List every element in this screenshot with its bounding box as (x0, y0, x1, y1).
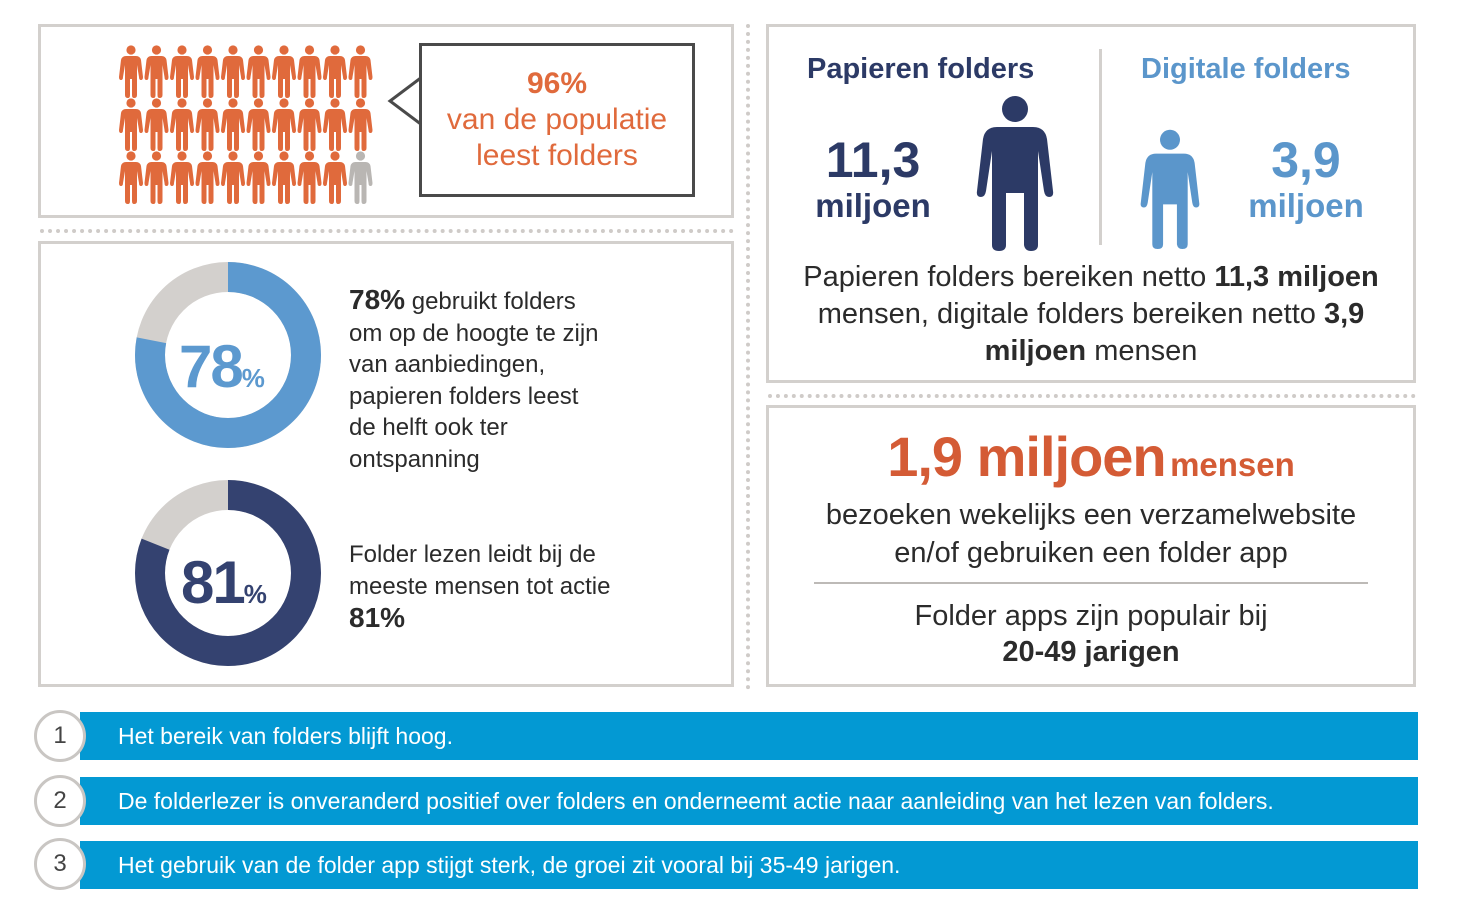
weekly-number: 1,9 miljoen (887, 425, 1166, 488)
person-large-icon (975, 95, 1055, 251)
population-line-2: leest folders (476, 139, 638, 172)
person-icon (221, 45, 245, 98)
donut-label-81 (181, 548, 267, 617)
weekly-line-1: bezoeken wekelijks een verzamelwebsite (825, 499, 1357, 531)
reach-summary-bold-1: 11,3 miljoen (1214, 261, 1379, 293)
people-grid (119, 45, 419, 205)
person-icon (145, 45, 169, 98)
weekly-description (769, 496, 1413, 572)
donut-number-78: 78 (179, 333, 242, 400)
person-icon (349, 151, 373, 204)
person-icon (196, 45, 220, 98)
person-icon (119, 151, 143, 204)
person-icon (196, 98, 220, 151)
person-icon (298, 45, 322, 98)
reach-panel (766, 24, 1416, 383)
reach-summary-part-1: Papieren folders bereiken netto (803, 261, 1215, 293)
person-icon (298, 98, 322, 151)
digital-reach-unit: miljoen (1248, 187, 1364, 224)
person-icon (196, 151, 220, 204)
weekly-line-4: 20-49 jarigen (1002, 636, 1180, 668)
conclusion-bar-2: De folderlezer is onveranderd positief over folders en onderneemt actie naar aanleiding van het lezen van folders. (80, 777, 1418, 825)
person-icon (323, 45, 347, 98)
person-icon (349, 98, 373, 151)
person-icon (323, 98, 347, 151)
conclusion-bar-1: Het bereik van folders blijft hoog. (80, 712, 1418, 760)
reach-summary-part-2: mensen, digitale folders bereiken netto (817, 298, 1324, 330)
person-icon (247, 98, 271, 151)
weekly-unit: mensen (1170, 446, 1295, 483)
usage-panel (38, 241, 734, 687)
conclusion-number-3: 3 (34, 838, 86, 890)
population-line-1: van de populatie (446, 103, 668, 136)
person-icon (272, 45, 296, 98)
donut-suffix-81: % (243, 579, 267, 609)
horizontal-divider-left (40, 229, 734, 233)
person-icon (272, 98, 296, 151)
weekly-apps-text (769, 598, 1413, 670)
person-icon (221, 98, 245, 151)
conclusion-number-2: 2 (34, 775, 86, 827)
person-icon (170, 151, 194, 204)
person-icon (247, 45, 271, 98)
person-icon (119, 45, 143, 98)
weekly-panel (766, 405, 1416, 687)
paper-reach-unit: miljoen (815, 187, 931, 224)
usage-text-1 (349, 284, 599, 475)
horizontal-divider-right (768, 394, 1416, 398)
person-icon (145, 98, 169, 151)
person-icon (119, 98, 143, 151)
usage-text-1-body: gebruikt folders om op de hoogte te zijn van aanbiedingen, papieren folders leest de helft ook ter ontspanning (349, 288, 599, 473)
weekly-line-3: Folder apps zijn populair bij (914, 600, 1268, 632)
weekly-rule (814, 582, 1368, 584)
person-icon (272, 151, 296, 204)
paper-reach-figure (799, 132, 947, 224)
reach-summary (769, 259, 1413, 370)
reach-summary-bold-2: 3,9 miljoen (984, 298, 1365, 367)
person-icon (323, 151, 347, 204)
person-icon (298, 151, 322, 204)
population-panel (38, 24, 734, 218)
person-small-icon (1139, 129, 1201, 249)
person-icon (170, 98, 194, 151)
person-icon (349, 45, 373, 98)
weekly-headline (769, 424, 1413, 489)
reach-divider (1099, 49, 1102, 245)
usage-text-2 (349, 539, 639, 636)
conclusion-number-1: 1 (34, 710, 86, 762)
weekly-line-2: en/of gebruiken een folder app (894, 537, 1288, 569)
digital-folders-title: Digitale folders (1141, 53, 1351, 85)
paper-folders-title: Papieren folders (807, 53, 1035, 85)
person-icon (170, 45, 194, 98)
reach-summary-part-3: mensen (1086, 335, 1198, 367)
usage-text-2-bold: 81% (349, 602, 406, 633)
usage-text-2-body: Folder lezen leidt bij de meeste mensen tot actie (349, 541, 611, 600)
person-icon (145, 151, 169, 204)
donut-label-78 (179, 332, 265, 401)
population-percent: 96% (526, 67, 588, 100)
digital-reach-number: 3,9 (1271, 132, 1341, 188)
conclusion-bar-3: Het gebruik van de folder app stijgt sterk, de groei zit vooral bij 35-49 jarigen. (80, 841, 1418, 889)
population-speech-bubble (419, 43, 695, 197)
digital-reach-figure (1231, 132, 1381, 224)
paper-reach-number: 11,3 (825, 132, 921, 188)
donut-number-81: 81 (181, 549, 244, 616)
donut-suffix-78: % (241, 363, 265, 393)
usage-text-1-bold: 78% (349, 284, 406, 315)
person-icon (221, 151, 245, 204)
vertical-divider (746, 24, 750, 690)
person-icon (247, 151, 271, 204)
